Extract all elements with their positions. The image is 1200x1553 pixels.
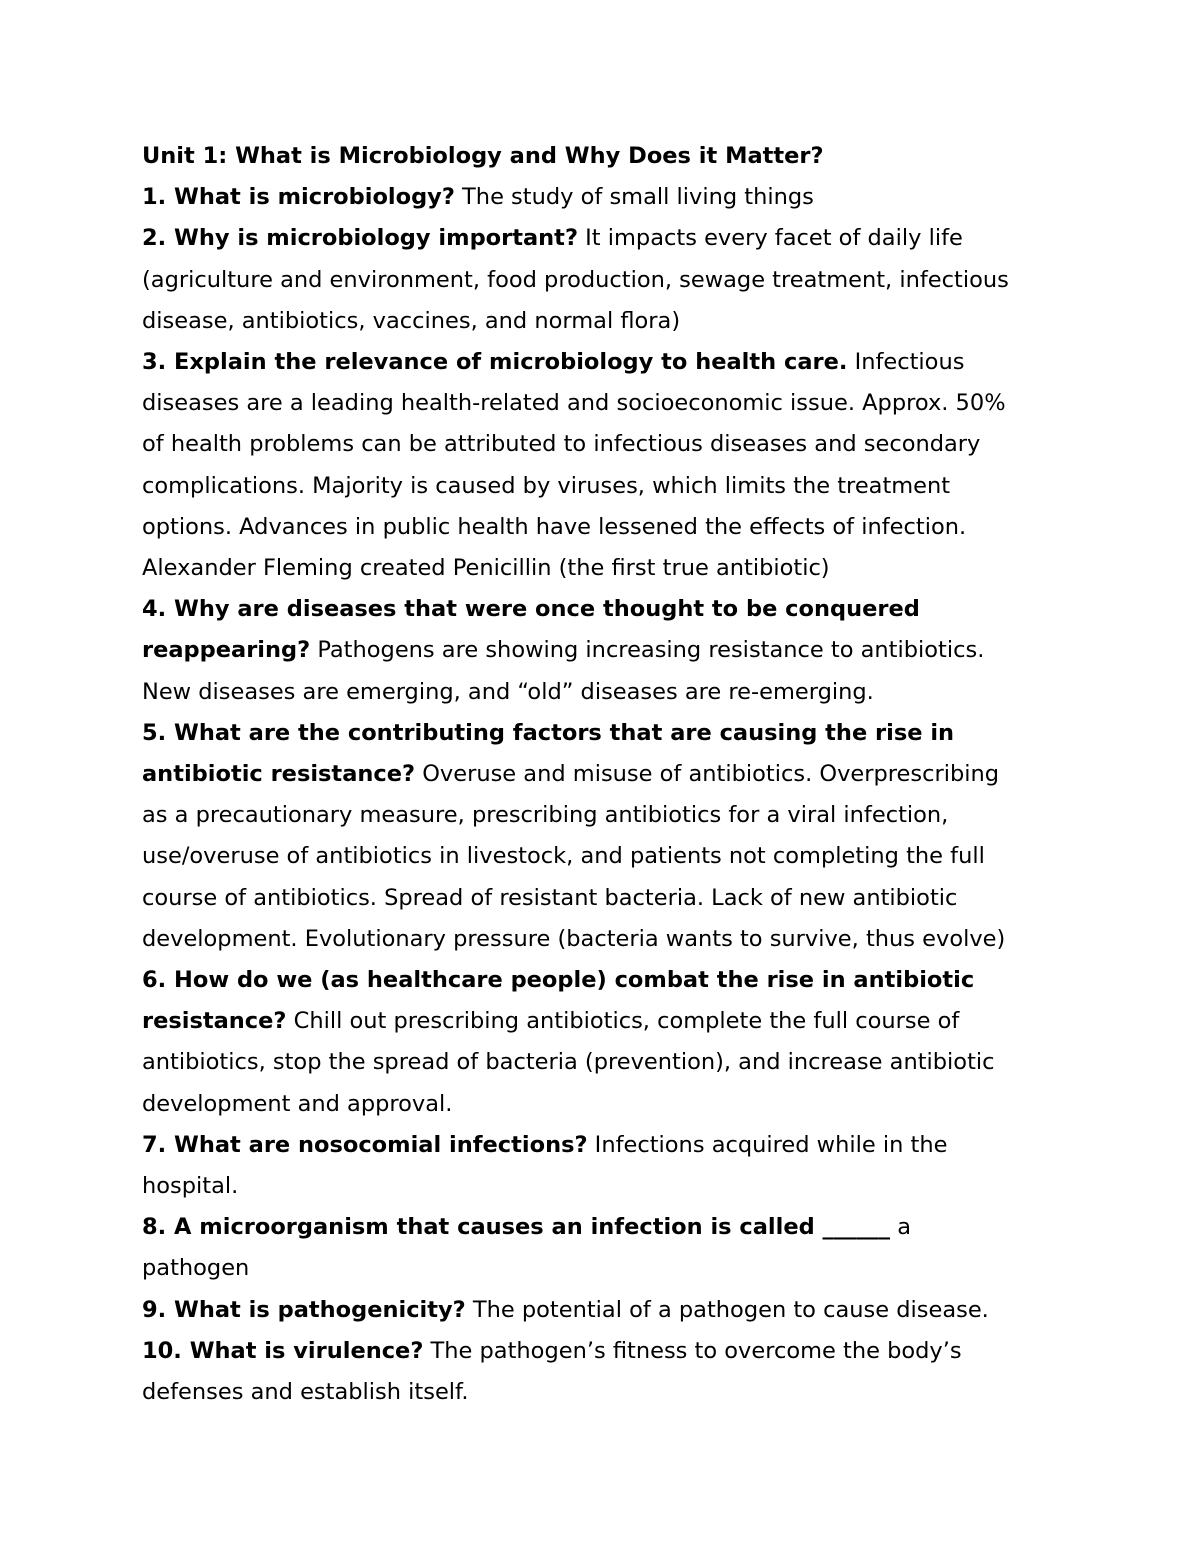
text-line	[142, 754, 1062, 795]
question-text: 5. What are the contributing factors that are causing the rise in	[142, 719, 955, 746]
answer-text: Infectious	[847, 349, 965, 376]
answer-text: New diseases are emerging, and “old” diseases are re-emerging.	[142, 678, 874, 705]
question-text: reappearing?	[142, 637, 311, 664]
text-line	[142, 630, 1062, 671]
text-line	[142, 1372, 1062, 1413]
answer-text: use/overuse of antibiotics in livestock, and patients not completing the full	[142, 843, 985, 870]
text-line	[142, 466, 1062, 507]
text-line	[142, 1166, 1062, 1207]
answer-text: (agriculture and environment, food production, sewage treatment, infectious	[142, 266, 1009, 293]
question-text: 2. Why is microbiology important?	[142, 225, 578, 252]
answer-text: The study of small living things	[454, 184, 814, 211]
question-text: 8. A microorganism that causes an infection is called ______	[142, 1214, 891, 1241]
answer-text: Alexander Fleming created Penicillin (the first true antibiotic)	[142, 555, 830, 582]
text-line	[142, 919, 1062, 960]
document-title-line	[142, 136, 1062, 177]
text-line	[142, 589, 1062, 630]
text-line	[142, 1042, 1062, 1083]
question-text: 3. Explain the relevance of microbiology to health care.	[142, 349, 848, 376]
answer-text: of health problems can be attributed to infectious diseases and secondary	[142, 431, 981, 458]
answer-text: antibiotics, stop the spread of bacteria (prevention), and increase antibiotic	[142, 1049, 995, 1076]
answer-text: complications. Majority is caused by viruses, which limits the treatment	[142, 472, 951, 499]
answer-text: Overuse and misuse of antibiotics. Overprescribing	[415, 761, 1000, 788]
answer-text: development. Evolutionary pressure (bacteria wants to survive, thus evolve)	[142, 925, 1006, 952]
answer-text: hospital.	[142, 1173, 239, 1200]
text-line	[142, 1001, 1062, 1042]
text-line	[142, 383, 1062, 424]
answer-text: Infections acquired while in the	[587, 1131, 948, 1158]
text-line	[142, 1125, 1062, 1166]
answer-text: defenses and establish itself.	[142, 1379, 469, 1406]
question-text: 1. What is microbiology?	[142, 184, 455, 211]
answer-text: The potential of a pathogen to cause disease.	[465, 1296, 989, 1323]
answer-text: diseases are a leading health-related and socioeconomic issue. Approx. 50%	[142, 390, 1006, 417]
text-line	[142, 795, 1062, 836]
text-line	[142, 1207, 1062, 1248]
text-line	[142, 507, 1062, 548]
text-line	[142, 260, 1062, 301]
answer-text: It impacts every facet of daily life	[578, 225, 963, 252]
text-line	[142, 1084, 1062, 1125]
text-line	[142, 672, 1062, 713]
answer-text: Chill out prescribing antibiotics, complete the full course of	[286, 1008, 960, 1035]
answer-text: a	[890, 1214, 912, 1241]
question-text: 7. What are nosocomial infections?	[142, 1131, 588, 1158]
question-text: resistance?	[142, 1008, 287, 1035]
question-text: 4. Why are diseases that were once thought to be conquered	[142, 596, 920, 623]
answer-text: pathogen	[142, 1255, 250, 1282]
text-line	[142, 218, 1062, 259]
text-line	[142, 342, 1062, 383]
text-line	[142, 301, 1062, 342]
question-text: Unit 1: What is Microbiology and Why Does it Matter?	[142, 143, 824, 169]
answer-text: course of antibiotics. Spread of resistant bacteria. Lack of new antibiotic	[142, 884, 958, 911]
text-line	[142, 1248, 1062, 1289]
text-line	[142, 548, 1062, 589]
answer-text: development and approval.	[142, 1090, 453, 1117]
answer-text: options. Advances in public health have lessened the effects of infection.	[142, 513, 967, 540]
text-line	[142, 1290, 1062, 1331]
text-line	[142, 878, 1062, 919]
answer-text: as a precautionary measure, prescribing antibiotics for a viral infection,	[142, 802, 949, 829]
question-text: 9. What is pathogenicity?	[142, 1296, 466, 1323]
text-line	[142, 836, 1062, 877]
answer-text: disease, antibiotics, vaccines, and normal flora)	[142, 307, 681, 334]
text-line	[142, 424, 1062, 465]
question-text: 6. How do we (as healthcare people) combat the rise in antibiotic	[142, 967, 975, 994]
text-line	[142, 1331, 1062, 1372]
document-body	[142, 136, 1062, 1413]
text-line	[142, 960, 1062, 1001]
answer-text: Pathogens are showing increasing resistance to antibiotics.	[310, 637, 985, 664]
question-text: antibiotic resistance?	[142, 761, 416, 788]
text-line	[142, 713, 1062, 754]
question-text: 10. What is virulence?	[142, 1337, 424, 1364]
answer-text: The pathogen’s fitness to overcome the body’s	[423, 1337, 962, 1364]
text-line	[142, 177, 1062, 218]
